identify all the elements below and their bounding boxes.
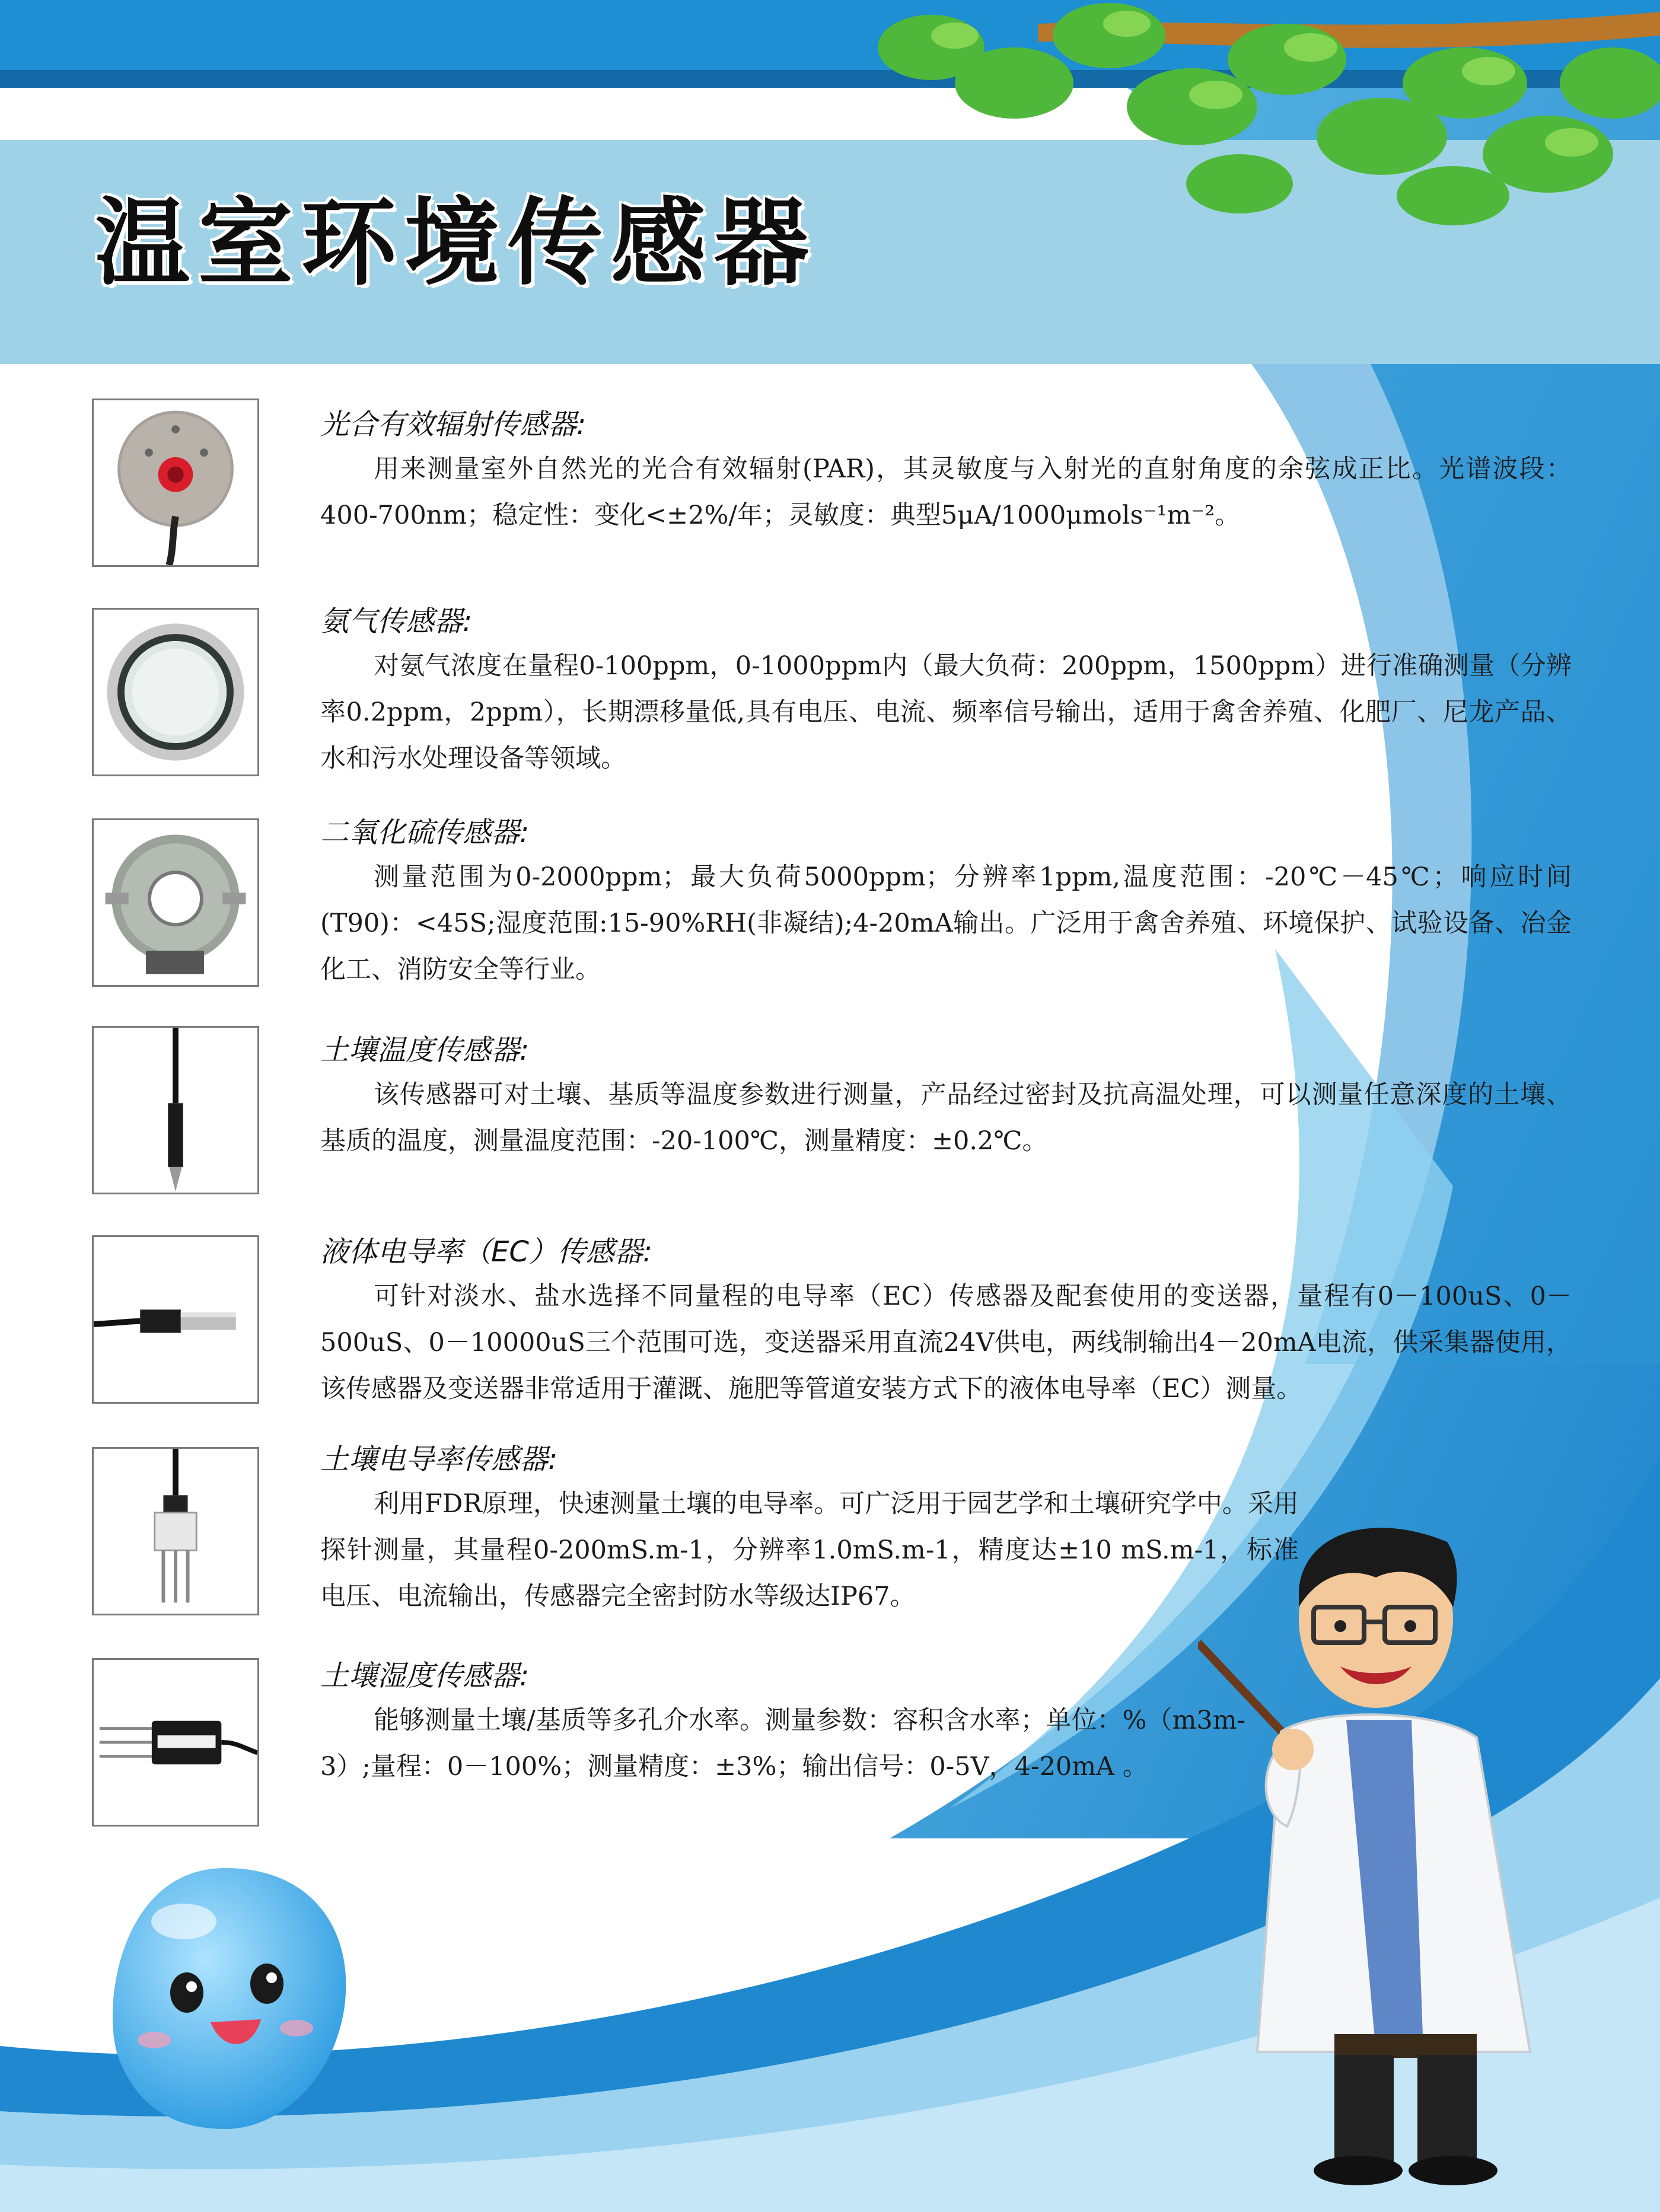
sensor-title: 土壤电导率传感器: <box>320 1443 558 1476</box>
liquid-ec-sensor-photo <box>92 1235 259 1404</box>
so2-sensor-photo <box>92 818 259 987</box>
soil-temperature-sensor-photo <box>92 1026 259 1194</box>
sensor-description: 对氨气浓度在量程0-100ppm，0-1000ppm内（最大负荷：200ppm，1500ppm）进行准确测量（分辨率0.2ppm，2ppm），长期漂移量低,具有电压、电流、频率信号输出，适用于禽舍养殖、化肥厂、尼龙产品、水和污水处理设备等领域。 <box>320 651 1572 773</box>
ammonia-sensor-photo <box>92 608 259 776</box>
sensor-description: 可针对淡水、盐水选择不同量程的电导率（EC）传感器及配套使用的变送器，量程有0－100uS、0－500uS、0－10000uS三个范围可选，变送器采用直流24V供电，两线制输出4－20mA电流，供采集器使用，该传感器及变送器非常适用于灌溉、施肥等管道安装方式下的液体电导率（EC）测量。 <box>320 1282 1572 1404</box>
soil-ec-sensor-photo <box>92 1447 259 1615</box>
sensor-item-soil-moisture <box>320 1655 1245 1790</box>
sensor-description: 能够测量土壤/基质等多孔介水率。测量参数：容积含水率；单位：%（m3m-3）;量程：0－100%；测量精度：±3%；输出信号：0-5V，4-20mA 。 <box>320 1706 1245 1781</box>
sensor-item-soil-temperature <box>320 1029 1572 1164</box>
sensor-title: 液体电导率（EC）传感器: <box>320 1235 653 1268</box>
sensor-title: 光合有效辐射传感器: <box>320 408 587 441</box>
sensor-description: 用来测量室外自然光的光合有效辐射(PAR)，其灵敏度与入射光的直射角度的余弦成正比。光谱波段：400-700nm；稳定性：变化<±2%/年；灵敏度：典型5μA/1000μmols⁻¹m⁻²。 <box>320 454 1572 530</box>
sensor-item-ammonia <box>320 600 1572 782</box>
water-drop-mascot <box>83 1856 368 2141</box>
sensor-item-liquid-ec <box>320 1231 1572 1412</box>
sensor-title: 氨气传感器: <box>320 605 473 638</box>
sensor-description: 该传感器可对土壤、基质等温度参数进行测量，产品经过密封及抗高温处理，可以测量任意深度的土壤、基质的温度，测量温度范围：-20-100℃，测量精度：±0.2℃。 <box>320 1080 1572 1156</box>
par-sensor-photo <box>92 399 259 567</box>
sensor-item-so2 <box>320 811 1572 993</box>
page-title: 温室环境传感器 <box>95 187 818 298</box>
sensor-title: 土壤温度传感器: <box>320 1034 530 1067</box>
sensor-item-par <box>320 403 1572 538</box>
sensor-item-soil-ec <box>320 1438 1299 1620</box>
scientist-illustration <box>1198 1518 1613 2188</box>
sensor-title: 土壤湿度传感器: <box>320 1659 530 1693</box>
sensor-description: 测量范围为0-2000ppm；最大负荷5000ppm；分辨率1ppm,温度范围：-20℃－45℃；响应时间(T90)：<45S;湿度范围:15-90%RH(非凝结);4-20mA输出。广泛用于禽舍养殖、环境保护、试验设备、冶金化工、消防安全等行业。 <box>320 862 1572 984</box>
sensor-title: 二氧化硫传感器: <box>320 816 530 849</box>
tree-leaves-decoration <box>860 0 1660 237</box>
soil-moisture-sensor-photo <box>92 1658 259 1827</box>
sensor-description: 利用FDR原理，快速测量土壤的电导率。可广泛用于园艺学和土壤研究学中。采用探针测量，其量程0-200mS.m-1，分辨率1.0mS.m-1，精度达±10 mS.m-1，标准电压、电流输出，传感器完全密封防水等级达IP67。 <box>320 1489 1299 1611</box>
